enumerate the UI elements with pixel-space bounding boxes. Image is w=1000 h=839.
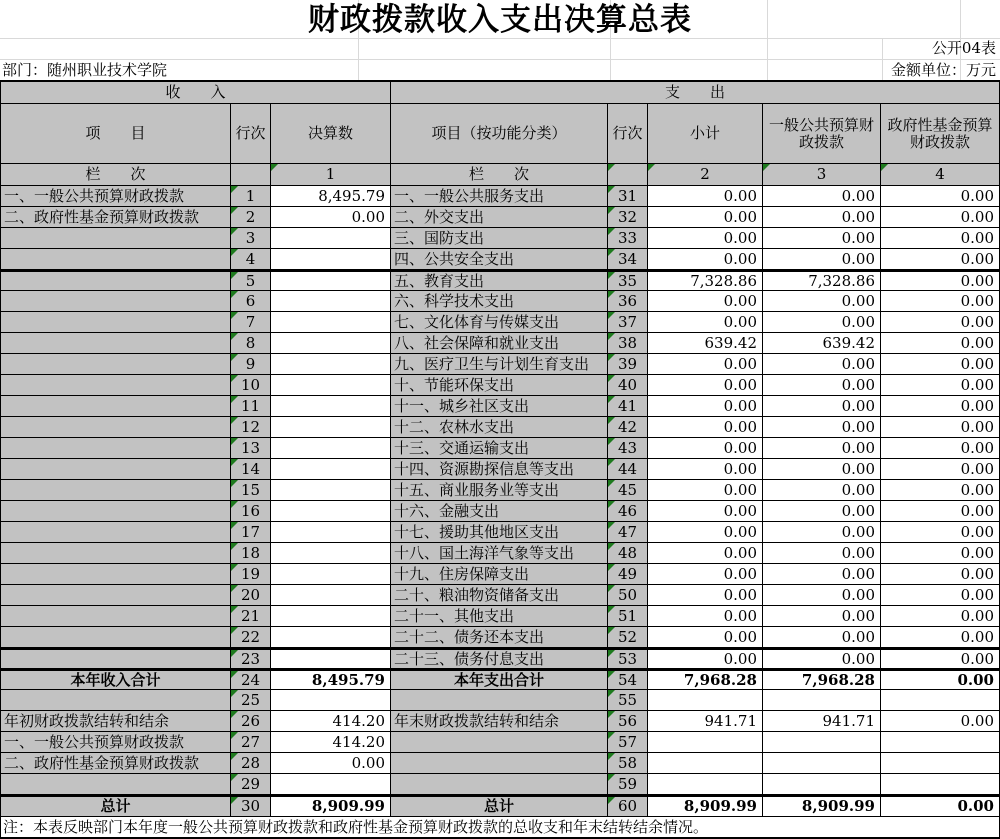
income-final-r5[interactable]	[271, 270, 391, 291]
income-rowno-r14[interactable]: 14	[231, 459, 271, 480]
income-section-header[interactable]: 收 入	[1, 82, 391, 104]
income-final-r23[interactable]	[271, 648, 391, 669]
expense-fund-r43[interactable]: 0.00	[881, 438, 1000, 459]
expense-subtotal-r40[interactable]: 0.00	[648, 375, 763, 396]
income-item-r2[interactable]: 二、政府性基金预算财政拨款	[1, 207, 231, 228]
income-item-r3[interactable]	[1, 228, 231, 249]
income-item-r27[interactable]: 一、一般公共预算财政拨款	[1, 732, 231, 753]
expense-fund-r54[interactable]: 0.00	[881, 669, 1000, 690]
expense-subtotal-r49[interactable]: 0.00	[648, 564, 763, 585]
income-final-r20[interactable]	[271, 585, 391, 606]
expense-rowno-r48[interactable]: 48	[608, 543, 648, 564]
expense-rowno-r52[interactable]: 52	[608, 627, 648, 648]
expense-general-r35[interactable]: 7,328.86	[763, 270, 881, 291]
expense-item-r59[interactable]	[391, 774, 608, 795]
income-final-r1[interactable]: 8,495.79	[271, 186, 391, 207]
income-final-r16[interactable]	[271, 501, 391, 522]
sheet-number-label: 公开04表	[931, 39, 996, 57]
expense-general-r39[interactable]: 0.00	[763, 354, 881, 375]
amount-unit-label: 金额单位：万元	[890, 61, 996, 79]
expense-fund-r48[interactable]: 0.00	[881, 543, 1000, 564]
expense-fund-r41[interactable]: 0.00	[881, 396, 1000, 417]
expense-item-r44[interactable]: 十四、资源勘探信息等支出	[391, 459, 608, 480]
expense-rowno-r34[interactable]: 34	[608, 249, 648, 270]
income-item-r30[interactable]: 总计	[1, 795, 231, 817]
expense-subtotal-r31[interactable]: 0.00	[648, 186, 763, 207]
income-rowno-r8[interactable]: 8	[231, 333, 271, 354]
income-final-r11[interactable]	[271, 396, 391, 417]
expense-general-r38[interactable]: 639.42	[763, 333, 881, 354]
expense-subtotal-r38[interactable]: 639.42	[648, 333, 763, 354]
expense-fund-r42[interactable]: 0.00	[881, 417, 1000, 438]
expense-subtotal-r43[interactable]: 0.00	[648, 438, 763, 459]
income-rowno-r1[interactable]: 1	[231, 186, 271, 207]
expense-subtotal-r52[interactable]: 0.00	[648, 627, 763, 648]
income-final-r6[interactable]	[271, 291, 391, 312]
expense-subtotal-r39[interactable]: 0.00	[648, 354, 763, 375]
expense-item-r45[interactable]: 十五、商业服务业等支出	[391, 480, 608, 501]
expense-general-r59[interactable]	[763, 774, 881, 795]
expense-subtotal-r41[interactable]: 0.00	[648, 396, 763, 417]
expense-fund-r53[interactable]: 0.00	[881, 648, 1000, 669]
expense-general-r37[interactable]: 0.00	[763, 312, 881, 333]
expense-general-r50[interactable]: 0.00	[763, 585, 881, 606]
expense-item-r50[interactable]: 二十、粮油物资储备支出	[391, 585, 608, 606]
income-rowno-r25[interactable]: 25	[231, 690, 271, 711]
income-rowno-r13[interactable]: 13	[231, 438, 271, 459]
expense-item-r34[interactable]: 四、公共安全支出	[391, 249, 608, 270]
lanci-blank-expense-rowno[interactable]	[608, 164, 648, 186]
expense-rowno-r33[interactable]: 33	[608, 228, 648, 249]
income-item-r7[interactable]	[1, 312, 231, 333]
expense-rowno-r39[interactable]: 39	[608, 354, 648, 375]
income-final-r9[interactable]	[271, 354, 391, 375]
expense-fund-r34[interactable]: 0.00	[881, 249, 1000, 270]
col-header-subtotal[interactable]: 小计	[648, 104, 763, 164]
expense-fund-r58[interactable]	[881, 753, 1000, 774]
expense-fund-r33[interactable]: 0.00	[881, 228, 1000, 249]
sheet-top-header	[0, 0, 1000, 80]
income-item-r29[interactable]	[1, 774, 231, 795]
expense-general-r47[interactable]: 0.00	[763, 522, 881, 543]
expense-rowno-r31[interactable]: 31	[608, 186, 648, 207]
income-rowno-r2[interactable]: 2	[231, 207, 271, 228]
expense-subtotal-r33[interactable]: 0.00	[648, 228, 763, 249]
expense-rowno-r49[interactable]: 49	[608, 564, 648, 585]
expense-item-r31[interactable]: 一、一般公共服务支出	[391, 186, 608, 207]
income-item-r1[interactable]: 一、一般公共预算财政拨款	[1, 186, 231, 207]
income-rowno-r27[interactable]: 27	[231, 732, 271, 753]
expense-fund-r35[interactable]: 0.00	[881, 270, 1000, 291]
income-item-r26[interactable]: 年初财政拨款结转和结余	[1, 711, 231, 732]
income-final-r19[interactable]	[271, 564, 391, 585]
income-rowno-r4[interactable]: 4	[231, 249, 271, 270]
expense-item-r43[interactable]: 十三、交通运输支出	[391, 438, 608, 459]
fiscal-appropriation-table	[0, 80, 1000, 839]
expense-fund-r49[interactable]: 0.00	[881, 564, 1000, 585]
income-item-r8[interactable]	[1, 333, 231, 354]
income-item-r4[interactable]	[1, 249, 231, 270]
col-index-1[interactable]: 1	[271, 164, 391, 186]
expense-item-r32[interactable]: 二、外交支出	[391, 207, 608, 228]
expense-subtotal-r34[interactable]: 0.00	[648, 249, 763, 270]
income-rowno-r19[interactable]: 19	[231, 564, 271, 585]
expense-item-r53[interactable]: 二十三、债务付息支出	[391, 648, 608, 669]
expense-rowno-r47[interactable]: 47	[608, 522, 648, 543]
expense-fund-r55[interactable]	[881, 690, 1000, 711]
col-index-4[interactable]: 4	[881, 164, 1000, 186]
expense-general-r43[interactable]: 0.00	[763, 438, 881, 459]
expense-fund-r45[interactable]: 0.00	[881, 480, 1000, 501]
income-final-r26[interactable]: 414.20	[271, 711, 391, 732]
income-item-r28[interactable]: 二、政府性基金预算财政拨款	[1, 753, 231, 774]
expense-fund-r38[interactable]: 0.00	[881, 333, 1000, 354]
table-footnote: 注：本表反映部门本年度一般公共预算财政拨款和政府性基金预算财政拨款的总收支和年末结转结余情况。	[1, 817, 1000, 839]
income-final-r3[interactable]	[271, 228, 391, 249]
expense-fund-r40[interactable]: 0.00	[881, 375, 1000, 396]
expense-general-r49[interactable]: 0.00	[763, 564, 881, 585]
lanci-label-income[interactable]: 栏 次	[1, 164, 231, 186]
income-rowno-r30[interactable]: 30	[231, 795, 271, 817]
expense-item-r60[interactable]: 总计	[391, 795, 608, 817]
income-rowno-r20[interactable]: 20	[231, 585, 271, 606]
expense-rowno-r55[interactable]: 55	[608, 690, 648, 711]
expense-rowno-r36[interactable]: 36	[608, 291, 648, 312]
expense-rowno-r57[interactable]: 57	[608, 732, 648, 753]
income-final-r8[interactable]	[271, 333, 391, 354]
expense-subtotal-r50[interactable]: 0.00	[648, 585, 763, 606]
expense-fund-r36[interactable]: 0.00	[881, 291, 1000, 312]
expense-subtotal-r45[interactable]: 0.00	[648, 480, 763, 501]
col-index-2[interactable]: 2	[648, 164, 763, 186]
col-header-general-budget[interactable]: 一般公共预算财政拨款	[763, 104, 881, 164]
expense-general-r34[interactable]: 0.00	[763, 249, 881, 270]
expense-subtotal-r47[interactable]: 0.00	[648, 522, 763, 543]
expense-general-r51[interactable]: 0.00	[763, 606, 881, 627]
income-final-r22[interactable]	[271, 627, 391, 648]
expense-general-r42[interactable]: 0.00	[763, 417, 881, 438]
expense-general-r44[interactable]: 0.00	[763, 459, 881, 480]
col-header-final-amount[interactable]: 决算数	[271, 104, 391, 164]
lanci-blank-income-rowno[interactable]	[231, 164, 271, 186]
expense-item-r38[interactable]: 八、社会保障和就业支出	[391, 333, 608, 354]
expense-rowno-r58[interactable]: 58	[608, 753, 648, 774]
expense-subtotal-r48[interactable]: 0.00	[648, 543, 763, 564]
expense-fund-r50[interactable]: 0.00	[881, 585, 1000, 606]
expense-general-r45[interactable]: 0.00	[763, 480, 881, 501]
income-item-r17[interactable]	[1, 522, 231, 543]
income-item-r11[interactable]	[1, 396, 231, 417]
expense-item-r52[interactable]: 二十二、债务还本支出	[391, 627, 608, 648]
income-item-r6[interactable]	[1, 291, 231, 312]
income-item-r10[interactable]	[1, 375, 231, 396]
expense-rowno-r32[interactable]: 32	[608, 207, 648, 228]
income-final-r7[interactable]	[271, 312, 391, 333]
income-item-r18[interactable]	[1, 543, 231, 564]
expense-fund-r39[interactable]: 0.00	[881, 354, 1000, 375]
expense-fund-r59[interactable]	[881, 774, 1000, 795]
expense-item-r58[interactable]	[391, 753, 608, 774]
income-item-r23[interactable]	[1, 648, 231, 669]
income-item-r16[interactable]	[1, 501, 231, 522]
income-item-r15[interactable]	[1, 480, 231, 501]
income-final-r21[interactable]	[271, 606, 391, 627]
col-header-income-item[interactable]: 项 目	[1, 104, 231, 164]
expense-rowno-r43[interactable]: 43	[608, 438, 648, 459]
expense-subtotal-r46[interactable]: 0.00	[648, 501, 763, 522]
expense-item-r56[interactable]: 年末财政拨款结转和结余	[391, 711, 608, 732]
income-rowno-r3[interactable]: 3	[231, 228, 271, 249]
expense-item-r54[interactable]: 本年支出合计	[391, 669, 608, 690]
income-final-r24[interactable]: 8,495.79	[271, 669, 391, 690]
expense-general-r41[interactable]: 0.00	[763, 396, 881, 417]
expense-general-r33[interactable]: 0.00	[763, 228, 881, 249]
expense-subtotal-r32[interactable]: 0.00	[648, 207, 763, 228]
expense-rowno-r50[interactable]: 50	[608, 585, 648, 606]
expense-fund-r31[interactable]: 0.00	[881, 186, 1000, 207]
expense-subtotal-r55[interactable]	[648, 690, 763, 711]
income-rowno-r10[interactable]: 10	[231, 375, 271, 396]
col-index-3[interactable]: 3	[763, 164, 881, 186]
income-rowno-r7[interactable]: 7	[231, 312, 271, 333]
income-final-r29[interactable]	[271, 774, 391, 795]
expense-rowno-r42[interactable]: 42	[608, 417, 648, 438]
income-rowno-r6[interactable]: 6	[231, 291, 271, 312]
expense-item-r33[interactable]: 三、国防支出	[391, 228, 608, 249]
expense-general-r58[interactable]	[763, 753, 881, 774]
expense-subtotal-r35[interactable]: 7,328.86	[648, 270, 763, 291]
expense-general-r55[interactable]	[763, 690, 881, 711]
expense-subtotal-r56[interactable]: 941.71	[648, 711, 763, 732]
expense-item-r57[interactable]	[391, 732, 608, 753]
expense-general-r52[interactable]: 0.00	[763, 627, 881, 648]
lanci-label-expense[interactable]: 栏 次	[391, 164, 608, 186]
income-item-r5[interactable]	[1, 270, 231, 291]
income-item-r25[interactable]	[1, 690, 231, 711]
income-final-r4[interactable]	[271, 249, 391, 270]
expense-item-r35[interactable]: 五、教育支出	[391, 270, 608, 291]
expense-general-r57[interactable]	[763, 732, 881, 753]
expense-subtotal-r54[interactable]: 7,968.28	[648, 669, 763, 690]
expense-rowno-r35[interactable]: 35	[608, 270, 648, 291]
income-final-r2[interactable]: 0.00	[271, 207, 391, 228]
page-title: 财政拨款收入支出决算总表	[308, 2, 692, 38]
expense-rowno-r59[interactable]: 59	[608, 774, 648, 795]
income-final-r27[interactable]: 414.20	[271, 732, 391, 753]
expense-item-r48[interactable]: 十八、国土海洋气象等支出	[391, 543, 608, 564]
income-item-r12[interactable]	[1, 417, 231, 438]
expense-item-r47[interactable]: 十七、援助其他地区支出	[391, 522, 608, 543]
income-item-r22[interactable]	[1, 627, 231, 648]
faint-gridline	[882, 38, 883, 80]
expense-subtotal-r60[interactable]: 8,909.99	[648, 795, 763, 817]
income-item-r14[interactable]	[1, 459, 231, 480]
expense-subtotal-r57[interactable]	[648, 732, 763, 753]
income-final-r10[interactable]	[271, 375, 391, 396]
income-item-r13[interactable]	[1, 438, 231, 459]
income-rowno-r15[interactable]: 15	[231, 480, 271, 501]
expense-fund-r32[interactable]: 0.00	[881, 207, 1000, 228]
col-header-expense-item[interactable]: 项目（按功能分类）	[391, 104, 608, 164]
expense-general-r54[interactable]: 7,968.28	[763, 669, 881, 690]
expense-fund-r51[interactable]: 0.00	[881, 606, 1000, 627]
expense-subtotal-r51[interactable]: 0.00	[648, 606, 763, 627]
expense-item-r55[interactable]	[391, 690, 608, 711]
income-item-r20[interactable]	[1, 585, 231, 606]
expense-rowno-r44[interactable]: 44	[608, 459, 648, 480]
income-rowno-r22[interactable]: 22	[231, 627, 271, 648]
income-item-r19[interactable]	[1, 564, 231, 585]
expense-fund-r60[interactable]: 0.00	[881, 795, 1000, 817]
expense-general-r56[interactable]: 941.71	[763, 711, 881, 732]
expense-fund-r47[interactable]: 0.00	[881, 522, 1000, 543]
expense-rowno-r56[interactable]: 56	[608, 711, 648, 732]
expense-rowno-r41[interactable]: 41	[608, 396, 648, 417]
income-final-r28[interactable]: 0.00	[271, 753, 391, 774]
expense-rowno-r40[interactable]: 40	[608, 375, 648, 396]
expense-general-r48[interactable]: 0.00	[763, 543, 881, 564]
income-rowno-r26[interactable]: 26	[231, 711, 271, 732]
expense-item-r42[interactable]: 十二、农林水支出	[391, 417, 608, 438]
income-final-r14[interactable]	[271, 459, 391, 480]
expense-item-r51[interactable]: 二十一、其他支出	[391, 606, 608, 627]
income-rowno-r23[interactable]: 23	[231, 648, 271, 669]
income-item-r21[interactable]	[1, 606, 231, 627]
income-final-r25[interactable]	[271, 690, 391, 711]
income-final-r18[interactable]	[271, 543, 391, 564]
income-final-r30[interactable]: 8,909.99	[271, 795, 391, 817]
expense-fund-r37[interactable]: 0.00	[881, 312, 1000, 333]
expense-item-r39[interactable]: 九、医疗卫生与计划生育支出	[391, 354, 608, 375]
income-rowno-r17[interactable]: 17	[231, 522, 271, 543]
income-final-r12[interactable]	[271, 417, 391, 438]
income-rowno-r12[interactable]: 12	[231, 417, 271, 438]
income-rowno-r24[interactable]: 24	[231, 669, 271, 690]
col-header-govt-fund[interactable]: 政府性基金预算财政拨款	[881, 104, 1000, 164]
expense-general-r36[interactable]: 0.00	[763, 291, 881, 312]
expense-item-r36[interactable]: 六、科学技术支出	[391, 291, 608, 312]
expense-fund-r46[interactable]: 0.00	[881, 501, 1000, 522]
income-final-r17[interactable]	[271, 522, 391, 543]
department-label: 部门：随州职业技术学院	[2, 61, 168, 79]
expense-rowno-r60[interactable]: 60	[608, 795, 648, 817]
income-rowno-r11[interactable]: 11	[231, 396, 271, 417]
expense-section-header[interactable]: 支 出	[391, 82, 1000, 104]
expense-item-r46[interactable]: 十六、金融支出	[391, 501, 608, 522]
expense-rowno-r46[interactable]: 46	[608, 501, 648, 522]
income-item-r24[interactable]: 本年收入合计	[1, 669, 231, 690]
expense-subtotal-r58[interactable]	[648, 753, 763, 774]
expense-general-r53[interactable]: 0.00	[763, 648, 881, 669]
income-rowno-r28[interactable]: 28	[231, 753, 271, 774]
expense-general-r32[interactable]: 0.00	[763, 207, 881, 228]
expense-fund-r52[interactable]: 0.00	[881, 627, 1000, 648]
expense-rowno-r51[interactable]: 51	[608, 606, 648, 627]
expense-rowno-r38[interactable]: 38	[608, 333, 648, 354]
income-rowno-r16[interactable]: 16	[231, 501, 271, 522]
expense-item-r40[interactable]: 十、节能环保支出	[391, 375, 608, 396]
expense-subtotal-r53[interactable]: 0.00	[648, 648, 763, 669]
expense-subtotal-r37[interactable]: 0.00	[648, 312, 763, 333]
expense-general-r46[interactable]: 0.00	[763, 501, 881, 522]
expense-subtotal-r42[interactable]: 0.00	[648, 417, 763, 438]
expense-general-r31[interactable]: 0.00	[763, 186, 881, 207]
expense-fund-r57[interactable]	[881, 732, 1000, 753]
expense-subtotal-r44[interactable]: 0.00	[648, 459, 763, 480]
expense-rowno-r54[interactable]: 54	[608, 669, 648, 690]
expense-fund-r44[interactable]: 0.00	[881, 459, 1000, 480]
expense-fund-r56[interactable]: 0.00	[881, 711, 1000, 732]
expense-item-r37[interactable]: 七、文化体育与传媒支出	[391, 312, 608, 333]
income-final-r15[interactable]	[271, 480, 391, 501]
expense-subtotal-r36[interactable]: 0.00	[648, 291, 763, 312]
income-rowno-r21[interactable]: 21	[231, 606, 271, 627]
income-rowno-r5[interactable]: 5	[231, 270, 271, 291]
expense-general-r60[interactable]: 8,909.99	[763, 795, 881, 817]
income-final-r13[interactable]	[271, 438, 391, 459]
income-item-r9[interactable]	[1, 354, 231, 375]
col-header-income-rowno[interactable]: 行次	[231, 104, 271, 164]
col-header-expense-rowno[interactable]: 行次	[608, 104, 648, 164]
income-rowno-r18[interactable]: 18	[231, 543, 271, 564]
expense-general-r40[interactable]: 0.00	[763, 375, 881, 396]
expense-rowno-r53[interactable]: 53	[608, 648, 648, 669]
expense-item-r49[interactable]: 十九、住房保障支出	[391, 564, 608, 585]
expense-item-r41[interactable]: 十一、城乡社区支出	[391, 396, 608, 417]
income-rowno-r29[interactable]: 29	[231, 774, 271, 795]
income-rowno-r9[interactable]: 9	[231, 354, 271, 375]
expense-rowno-r37[interactable]: 37	[608, 312, 648, 333]
expense-subtotal-r59[interactable]	[648, 774, 763, 795]
expense-rowno-r45[interactable]: 45	[608, 480, 648, 501]
